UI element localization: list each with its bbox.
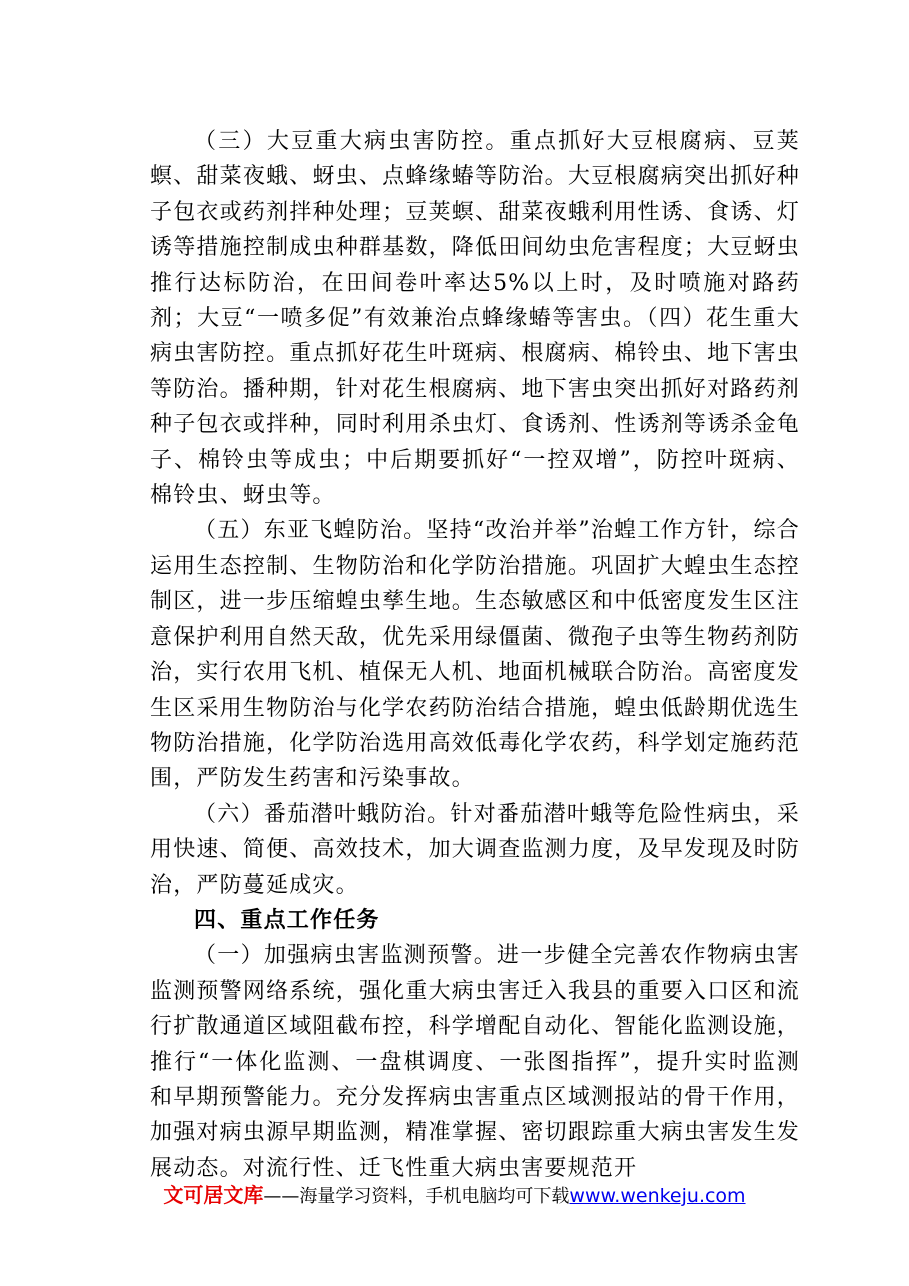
footer-link[interactable]: www.wenkeju.com (569, 1185, 746, 1207)
document-body (150, 124, 800, 1186)
section-heading: 四、重点工作任务 (194, 907, 380, 933)
footer-tagline: ——海量学习资料，手机电脑均可下载 (263, 1186, 570, 1207)
paragraph-monitoring: （一）加强病虫害监测预警。进一步健全完善农作物病虫害监测预警网络系统，强化重大病虫害迁入我县的重要入口区和流行扩散通道区域阻截布控，科学增配自动化、智能化监测设施，推行“一体化监测、一盘棋调度、一张图指挥”，提升实时监测和早期预警能力。充分发挥病虫害重点区域测报站的骨干作用，加强对病虫源早期监测，精准掌握、密切跟踪重大病虫害发生发展动态。对流行性、迁飞性重大病虫害要规范开 (150, 943, 800, 1181)
footer-brand: 文可居文库 (163, 1183, 264, 1207)
paragraph-tomato: （六）番茄潜叶蛾防治。针对番茄潜叶蛾等危险性病虫，采用快速、简便、高效技术，加大调查监测力度，及早发现及时防治，严防蔓延成灾。 (150, 801, 800, 898)
footer-banner (0, 1180, 909, 1212)
paragraph-locust: （五）东亚飞蝗防治。坚持“改治并举”治蝗工作方针，综合运用生态控制、生物防治和化学防治措施。巩固扩大蝗虫生态控制区，进一步压缩蝗虫孳生地。生态敏感区和中低密度发生区注意保护利用自然天敌，优先采用绿僵菌、微孢子虫等生物药剂防治，实行农用飞机、植保无人机、地面机械联合防治。高密度发生区采用生物防治与化学农药防治结合措施，蝗虫低龄期优选生物防治措施，化学防治选用高效低毒化学农药，科学划定施药范围，严防发生药害和污染事故。 (150, 518, 800, 792)
paragraph-soybean-peanut: （三）大豆重大病虫害防控。重点抓好大豆根腐病、豆荚螟、甜菜夜蛾、蚜虫、点蜂缘蝽等防治。大豆根腐病突出抓好种子包衣或药剂拌种处理；豆荚螟、甜菜夜蛾利用性诱、食诱、灯诱等措施控制成虫种群基数，降低田间幼虫危害程度；大豆蚜虫推行达标防治，在田间卷叶率达5%以上时，及时喷施对路药剂；大豆“一喷多促”有效兼治点蜂缘蝽等害虫。（四）花生重大病虫害防控。重点抓好花生叶斑病、根腐病、棉铃虫、地下害虫等防治。播种期，针对花生根腐病、地下害虫突出抓好对路药剂种子包衣或拌种，同时利用杀虫灯、食诱剂、性诱剂等诱杀金龟子、棉铃虫等成虫；中后期要抓好“一控双增”，防控叶斑病、棉铃虫、蚜虫等。 (150, 129, 800, 509)
